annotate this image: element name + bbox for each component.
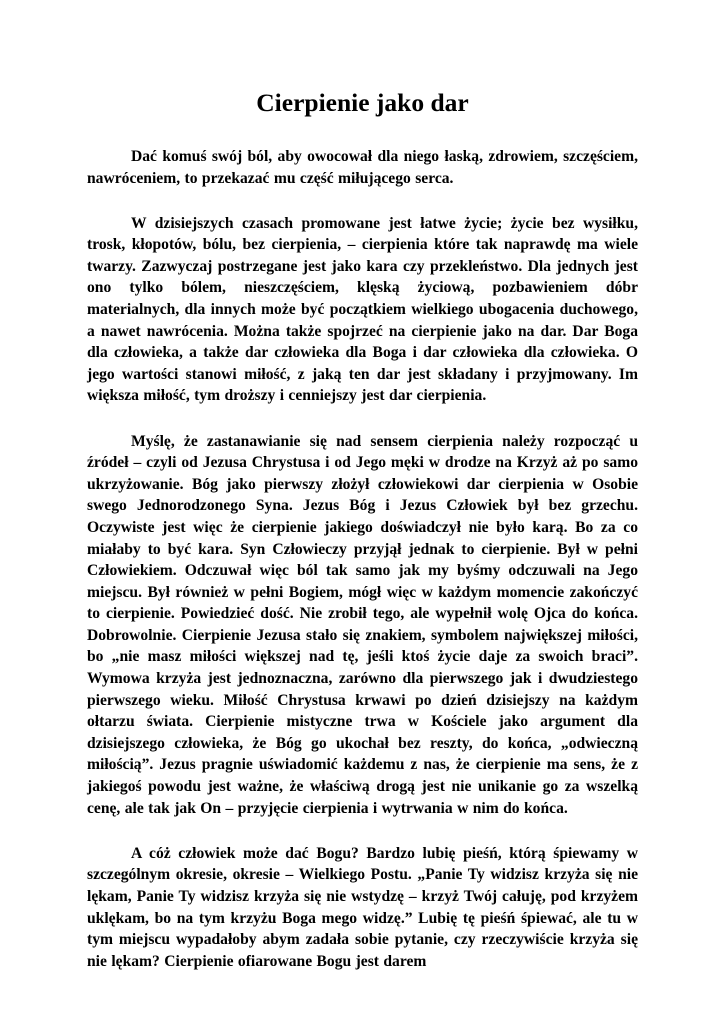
paragraph-2: W dzisiejszych czasach promowane jest łatwe życie; życie bez wysiłku, trosk, kłopotów, bólu, bez cierpienia, – cierpienia które tak naprawdę ma wiele twarzy. Zazwyczaj postrzegane jest jako kara czy przekleństwo. Dla jednych jest ono tylko bólem, nieszczęściem, klęską życiową, pozbawieniem dóbr materialnych, dla innych może być początkiem wielkiego ubogacenia duchowego, a nawet nawrócenia. Można także spojrzeć na cierpienie jako na dar. Dar Boga dla człowieka, a także dar człowieka dla Boga i dar człowieka dla człowieka. O jego wartości stanowi miłość, z jaką ten dar jest składany i przyjmowany. Im większa miłość, tym droższy i cenniejszy jest dar cierpienia. [87, 214, 638, 405]
document-title: Cierpienie jako dar [256, 88, 469, 117]
paragraph-4: A cóż człowiek może dać Bogu? Bardzo lubię pieśń, którą śpiewamy w szczególnym okresie, okresie – Wielkiego Postu. „Panie Ty widzisz krzyża się nie lękam, Panie Ty widzisz krzyża się nie wstydzę – krzyż Twój całuję, pod krzyżem uklękam, bo na tym krzyżu Boga mego widzę.” Lubię tę pieśń śpiewać, ale tu w tym miejscu wypadałoby abym zadała sobie pytanie, czy rzeczywiście krzyża się nie lękam? Cierpienie ofiarowane Bogu jest darem [87, 844, 638, 970]
paragraph-1: Dać komuś swój ból, aby owocował dla niego łaską, zdrowiem, szczęściem, nawróceniem, to przekazać mu część miłującego serca. [87, 148, 638, 187]
paragraph-3: Myślę, że zastanawianie się nad sensem cierpienia należy rozpocząć u źródeł – czyli od Jezusa Chrystusa i od Jego męki w drodze na Krzyż aż po samo ukrzyżowanie. Bóg jako pierwszy złożył człowiekowi dar cierpienia w Osobie swego Jednorodzonego Syna. Jezus Bóg i Jezus Człowiek był bez grzechu. Oczywiste jest więc że cierpienie jakiego doświadczył nie było karą. Bo za co miałaby to być kara. Syn Człowieczy przyjął jednak to cierpienie. Był w pełni Człowiekiem. Odczuwał więc ból tak samo jak my byśmy odczuwali na Jego miejscu. Był również w pełni Bogiem, mógł więc w każdym momencie zakończyć to cierpienie. Powiedzieć dość. Nie zrobił tego, ale wypełnił wolę Ojca do końca. Dobrowolnie. Cierpienie Jezusa stało się znakiem, symbolem największej miłości, bo „nie masz miłości większej nad tę, jeśli ktoś życie daje za swoich braci”. Wymowa krzyża jest jednoznaczna, zarówno dla pierwszego jak i dwudziestego pierwszego wieku. Miłość Chrystusa krwawi po dzień dzisiejszy na każdym ołtarzu świata. Cierpienie mistyczne trwa w Kościele jako argument dla dzisiejszego człowieka, że Bóg go ukochał bez reszty, do końca, „odwieczną miłością”. Jezus pragnie uświadomić każdemu z nas, że cierpienie ma sens, że z jakiegoś powodu jest ważne, że właściwą drogą jest nie unikanie go za wszelką cenę, ale tak jak On – przyjęcie cierpienia i wytrwania w nim do końca. [87, 432, 638, 817]
